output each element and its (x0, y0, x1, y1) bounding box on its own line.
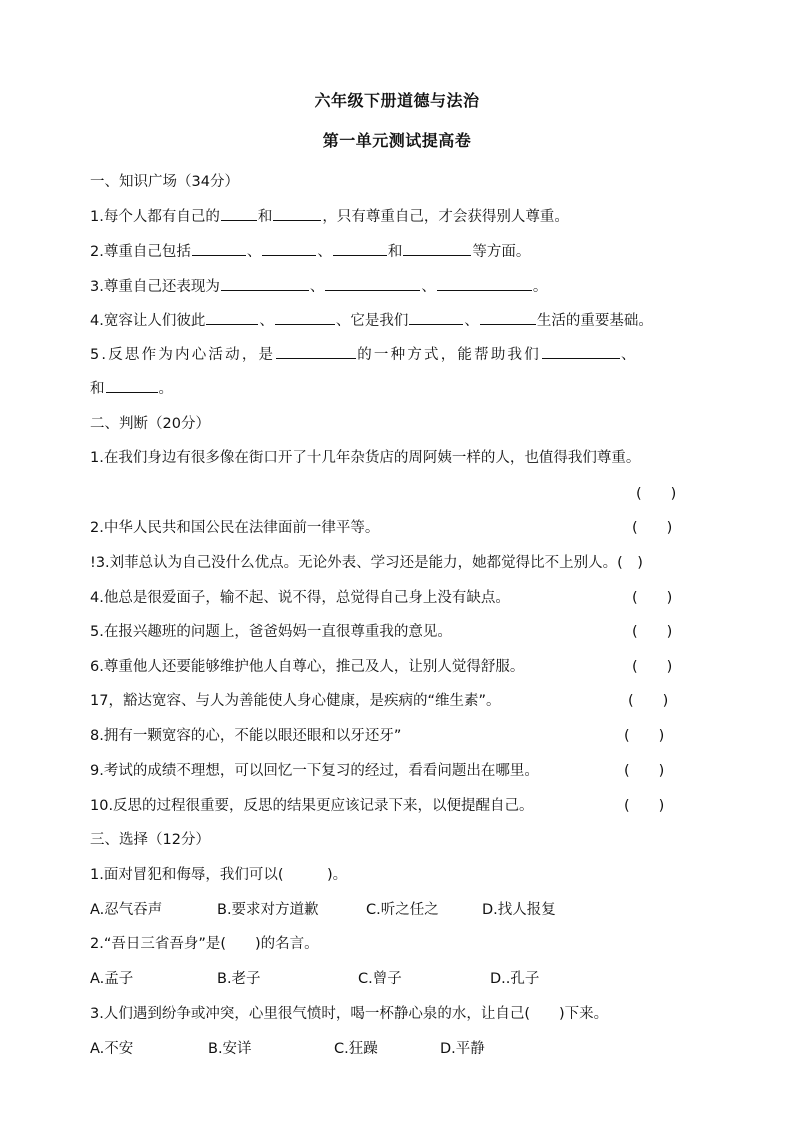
answer-paren[interactable]: ( ) (632, 520, 673, 536)
judge-question-6: 6.尊重他人还要能够维护他人自尊心，推己及人，让别人觉得舒服。 (90, 659, 525, 675)
option-a[interactable]: A.孟子 (90, 971, 134, 987)
option-c[interactable]: C.曾子 (358, 971, 402, 987)
page-subtitle: 第一单元测试提高卷 (322, 131, 472, 150)
fill-question-1: 1.每个人都有自己的 和 ，只有尊重自己，才会获得别人尊重。 (90, 206, 569, 227)
blank (480, 310, 536, 325)
judge-question-8: 8.拥有一颗宽容的心，不能以眼还眼和以牙还牙” (90, 728, 402, 744)
section-3-heading: 三、选择（12分） (90, 832, 210, 848)
judge-question-5: 5.在报兴趣班的问题上，爸爸妈妈一直很尊重我的意见。 (90, 624, 452, 640)
judge-question-2: 2.中华人民共和国公民在法律面前一律平等。 (90, 520, 380, 536)
blank (276, 344, 356, 359)
fill-question-5: 5.反思作为内心活动，是 的一种方式，能帮助我们 、 (90, 344, 638, 365)
option-d[interactable]: D..孔子 (490, 971, 540, 987)
option-d[interactable]: D.平静 (440, 1041, 485, 1057)
blank (192, 241, 246, 256)
blank (273, 206, 321, 221)
option-b[interactable]: B.安详 (208, 1041, 252, 1057)
judge-question-4: 4.他总是很爱面子，输不起、说不得，总觉得自己身上没有缺点。 (90, 590, 510, 606)
answer-paren[interactable]: ( ) (624, 798, 665, 814)
judge-question-1: 1.在我们身边有很多像在街口开了十几年杂货店的周阿姨一样的人，也值得我们尊重。 (90, 450, 641, 466)
blank (409, 310, 463, 325)
judge-question-10: 10.反思的过程很重要，反思的结果更应该记录下来，以便提醒自己。 (90, 798, 534, 814)
answer-paren[interactable]: ( ) (624, 728, 665, 744)
blank (325, 276, 420, 291)
choice-question-2: 2.“吾日三省吾身”是( )的名言。 (90, 936, 319, 952)
answer-paren[interactable]: ( ) (624, 763, 665, 779)
answer-paren[interactable]: ( ) (632, 590, 673, 606)
blank (106, 378, 158, 393)
blank (275, 310, 335, 325)
blank (221, 276, 309, 291)
blank (221, 206, 257, 221)
option-a[interactable]: A.不安 (90, 1041, 134, 1057)
judge-question-3: !3.刘菲总认为自己没什么优点。无论外表、学习还是能力，她都觉得比不上别人。( ) (90, 555, 643, 571)
option-c[interactable]: C.狂躁 (334, 1041, 378, 1057)
answer-paren[interactable]: ( ) (628, 693, 669, 709)
fill-question-5-cont: 和 。 (90, 378, 173, 399)
choice-question-1: 1.面对冒犯和侮辱，我们可以( )。 (90, 867, 348, 883)
section-1-heading: 一、知识广场（34分） (90, 174, 239, 190)
fill-question-2: 2.尊重自己包括 、 、 和 等方面。 (90, 241, 530, 262)
answer-paren[interactable]: ( ) (632, 624, 673, 640)
blank (262, 241, 316, 256)
option-a[interactable]: A.忍气吞声 (90, 902, 163, 918)
choice-question-3: 3.人们遇到纷争或冲突，心里很气愤时，喝一杯静心泉的水，让自己( )下来。 (90, 1006, 609, 1022)
answer-paren[interactable]: ( ) (632, 659, 673, 675)
fill-question-3: 3.尊重自己还表现为 、 、 。 (90, 276, 547, 297)
answer-paren[interactable]: ( ) (636, 486, 677, 502)
blank (206, 310, 258, 325)
option-b[interactable]: B.要求对方道歉 (217, 902, 319, 918)
option-c[interactable]: C.听之任之 (366, 902, 439, 918)
blank (403, 241, 471, 256)
fill-question-4: 4.宽容让人们彼此 、 、它是我们 、 生活的重要基础。 (90, 310, 653, 331)
page-title: 六年级下册道德与法治 (314, 91, 480, 110)
option-d[interactable]: D.找人报复 (482, 902, 556, 918)
blank (542, 344, 620, 359)
option-b[interactable]: B.老子 (217, 971, 261, 987)
blank (437, 276, 532, 291)
judge-question-7: 17，豁达宽容、与人为善能使人身心健康，是疾病的“维生素”。 (90, 693, 501, 709)
judge-question-9: 9.考试的成绩不理想，可以回忆一下复习的经过，看看问题出在哪里。 (90, 763, 539, 779)
blank (333, 241, 387, 256)
section-2-heading: 二、判断（20分） (90, 416, 210, 432)
